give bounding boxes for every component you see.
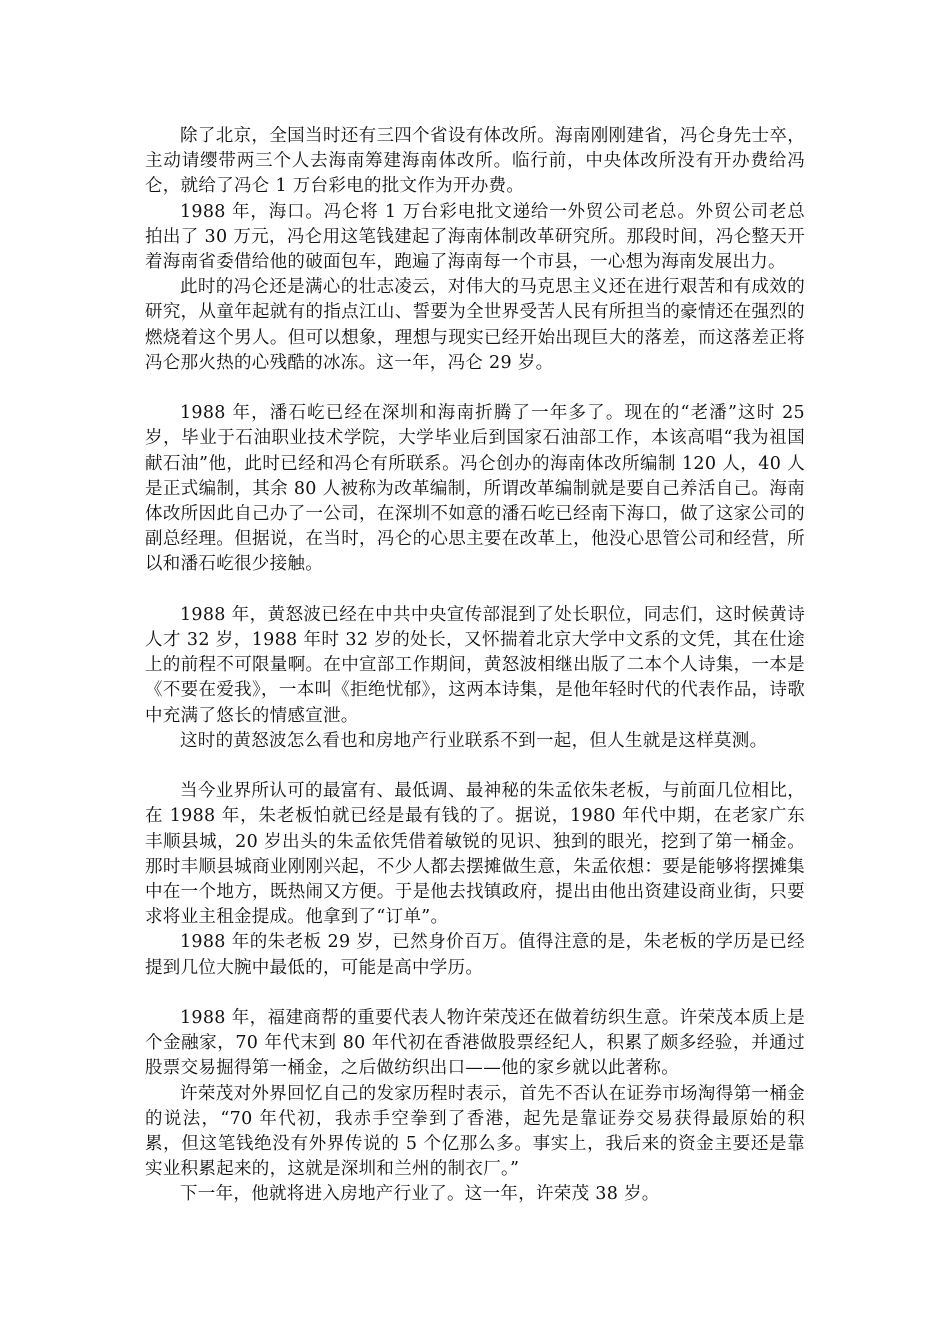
section-zhu-mengyi bbox=[145, 779, 805, 981]
section-spacer bbox=[145, 981, 805, 1006]
paragraph: 下一年，他就将进入房地产行业了。这一年，许荣茂 38 岁。 bbox=[180, 1184, 660, 1205]
paragraph: 除了北京，全国当时还有三四个省设有体改所。海南刚刚建省，冯仑身先士卒，主动请缨带两三个人去海南筹建海南体改所。临行前，中央体改所没有开办费给冯仑，就给了冯仑 1 万台彩电的批文作为开办费。 bbox=[145, 126, 805, 197]
section-huang-nubo bbox=[145, 603, 805, 754]
paragraph: 当今业界所认可的最富有、最低调、最神秘的朱孟依朱老板，与前面几位相比，在 1988 年，朱老板怕就已经是最有钱的了。据说，1980 年代中期，在老家广东丰顺县城，20 岁出头的朱孟依凭借着敏锐的见识、独到的眼光，挖到了第一桶金。那时丰顺县城商业刚刚兴起，不少人都去摆摊做生意，朱孟依想：要是能够将摆摊集中在一个地方，既热闹又方便。于是他去找镇政府，提出由他出资建设商业街，只要求将业主租金提成。他拿到了“订单”。 bbox=[145, 781, 805, 928]
paragraph: 1988 年，福建商帮的重要代表人物许荣茂还在做着纺织生意。许荣茂本质上是个金融家，70 年代末到 80 年代初在香港做股票经纪人，积累了颇多经验，并通过股票交易掘得第一桶金，之后做纺织出口——他的家乡就以此著称。 bbox=[145, 1008, 805, 1079]
paragraph: 1988 年，海口。冯仑将 1 万台彩电批文递给一外贸公司老总。外贸公司老总拍出了 30 万元，冯仑用这笔钱建起了海南体制改革研究所。那段时间，冯仑整天开着海南省委借给他的破面包车，跑遍了海南每一个市县，一心想为海南发展出力。 bbox=[145, 201, 805, 273]
document-body bbox=[145, 124, 811, 1208]
paragraph: 1988 年，潘石屹已经在深圳和海南折腾了一年多了。现在的“老潘”这时 25 岁，毕业于石油职业技术学院，大学毕业后到国家石油部工作，本该高唱“我为祖国献石油”他，此时已经和冯仑有所联系。冯仑创办的海南体改所编制 120 人，40 人是正式编制，其余 80 人被称为改革编制，所谓改革编制就是要自己养活自己。海南体改所因此自己办了一公司，在深圳不如意的潘石屹已经南下海口，做了这家公司的副总经理。但据说，在当时，冯仑的心思主要在改革上，他没心思管公司和经营，所以和潘石屹很少接触。 bbox=[145, 403, 811, 575]
section-spacer bbox=[145, 578, 805, 603]
paragraph: 1988 年，黄怒波已经在中共中央宣传部混到了处长职位，同志们，这时候黄诗人才 32 岁，1988 年时 32 岁的处长，又怀揣着北京大学中文系的文凭，其在仕途上的前程不可限量啊。在中宣部工作期间，黄怒波相继出版了二本个人诗集，一本是《不要在爱我》，一本叫《拒绝忧郁》，这两本诗集，是他年轻时代的代表作品，诗歌中充满了悠长的情感宣泄。 bbox=[145, 604, 805, 726]
paragraph: 这时的黄怒波怎么看也和房地产行业联系不到一起，但人生就是这样莫测。 bbox=[180, 730, 768, 751]
section-feng-lun bbox=[145, 124, 805, 376]
section-spacer bbox=[145, 376, 805, 401]
paragraph: 许荣茂对外界回忆自己的发家历程时表示，首先不否认在证券市场淘得第一桶金的说法，“70 年代初，我赤手空拳到了香港，起先是靠证券交易获得最原始的积累，但这笔钱绝没有外界传说的 5 个亿那么多。事实上，我后来的资金主要还是靠实业积累起来的，这就是深圳和兰州的制衣厂。” bbox=[145, 1083, 805, 1180]
section-xu-rongmao bbox=[145, 1006, 805, 1208]
paragraph: 此时的冯仑还是满心的壮志凌云，对伟大的马克思主义还在进行艰苦和有成效的研究，从童年起就有的指点江山、誓要为全世界受苦人民有所担当的豪情还在强烈的燃烧着这个男人。但可以想象，理想与现实已经开始出现巨大的落差，而这落差正将冯仑那火热的心残酷的冰冻。这一年，冯仑 29 岁。 bbox=[145, 277, 805, 373]
paragraph: 1988 年的朱老板 29 岁，已然身价百万。值得注意的是，朱老板的学历是已经提到几位大腕中最低的，可能是高中学历。 bbox=[145, 932, 805, 978]
section-pan-shiyi bbox=[145, 401, 811, 577]
section-spacer bbox=[145, 754, 805, 779]
